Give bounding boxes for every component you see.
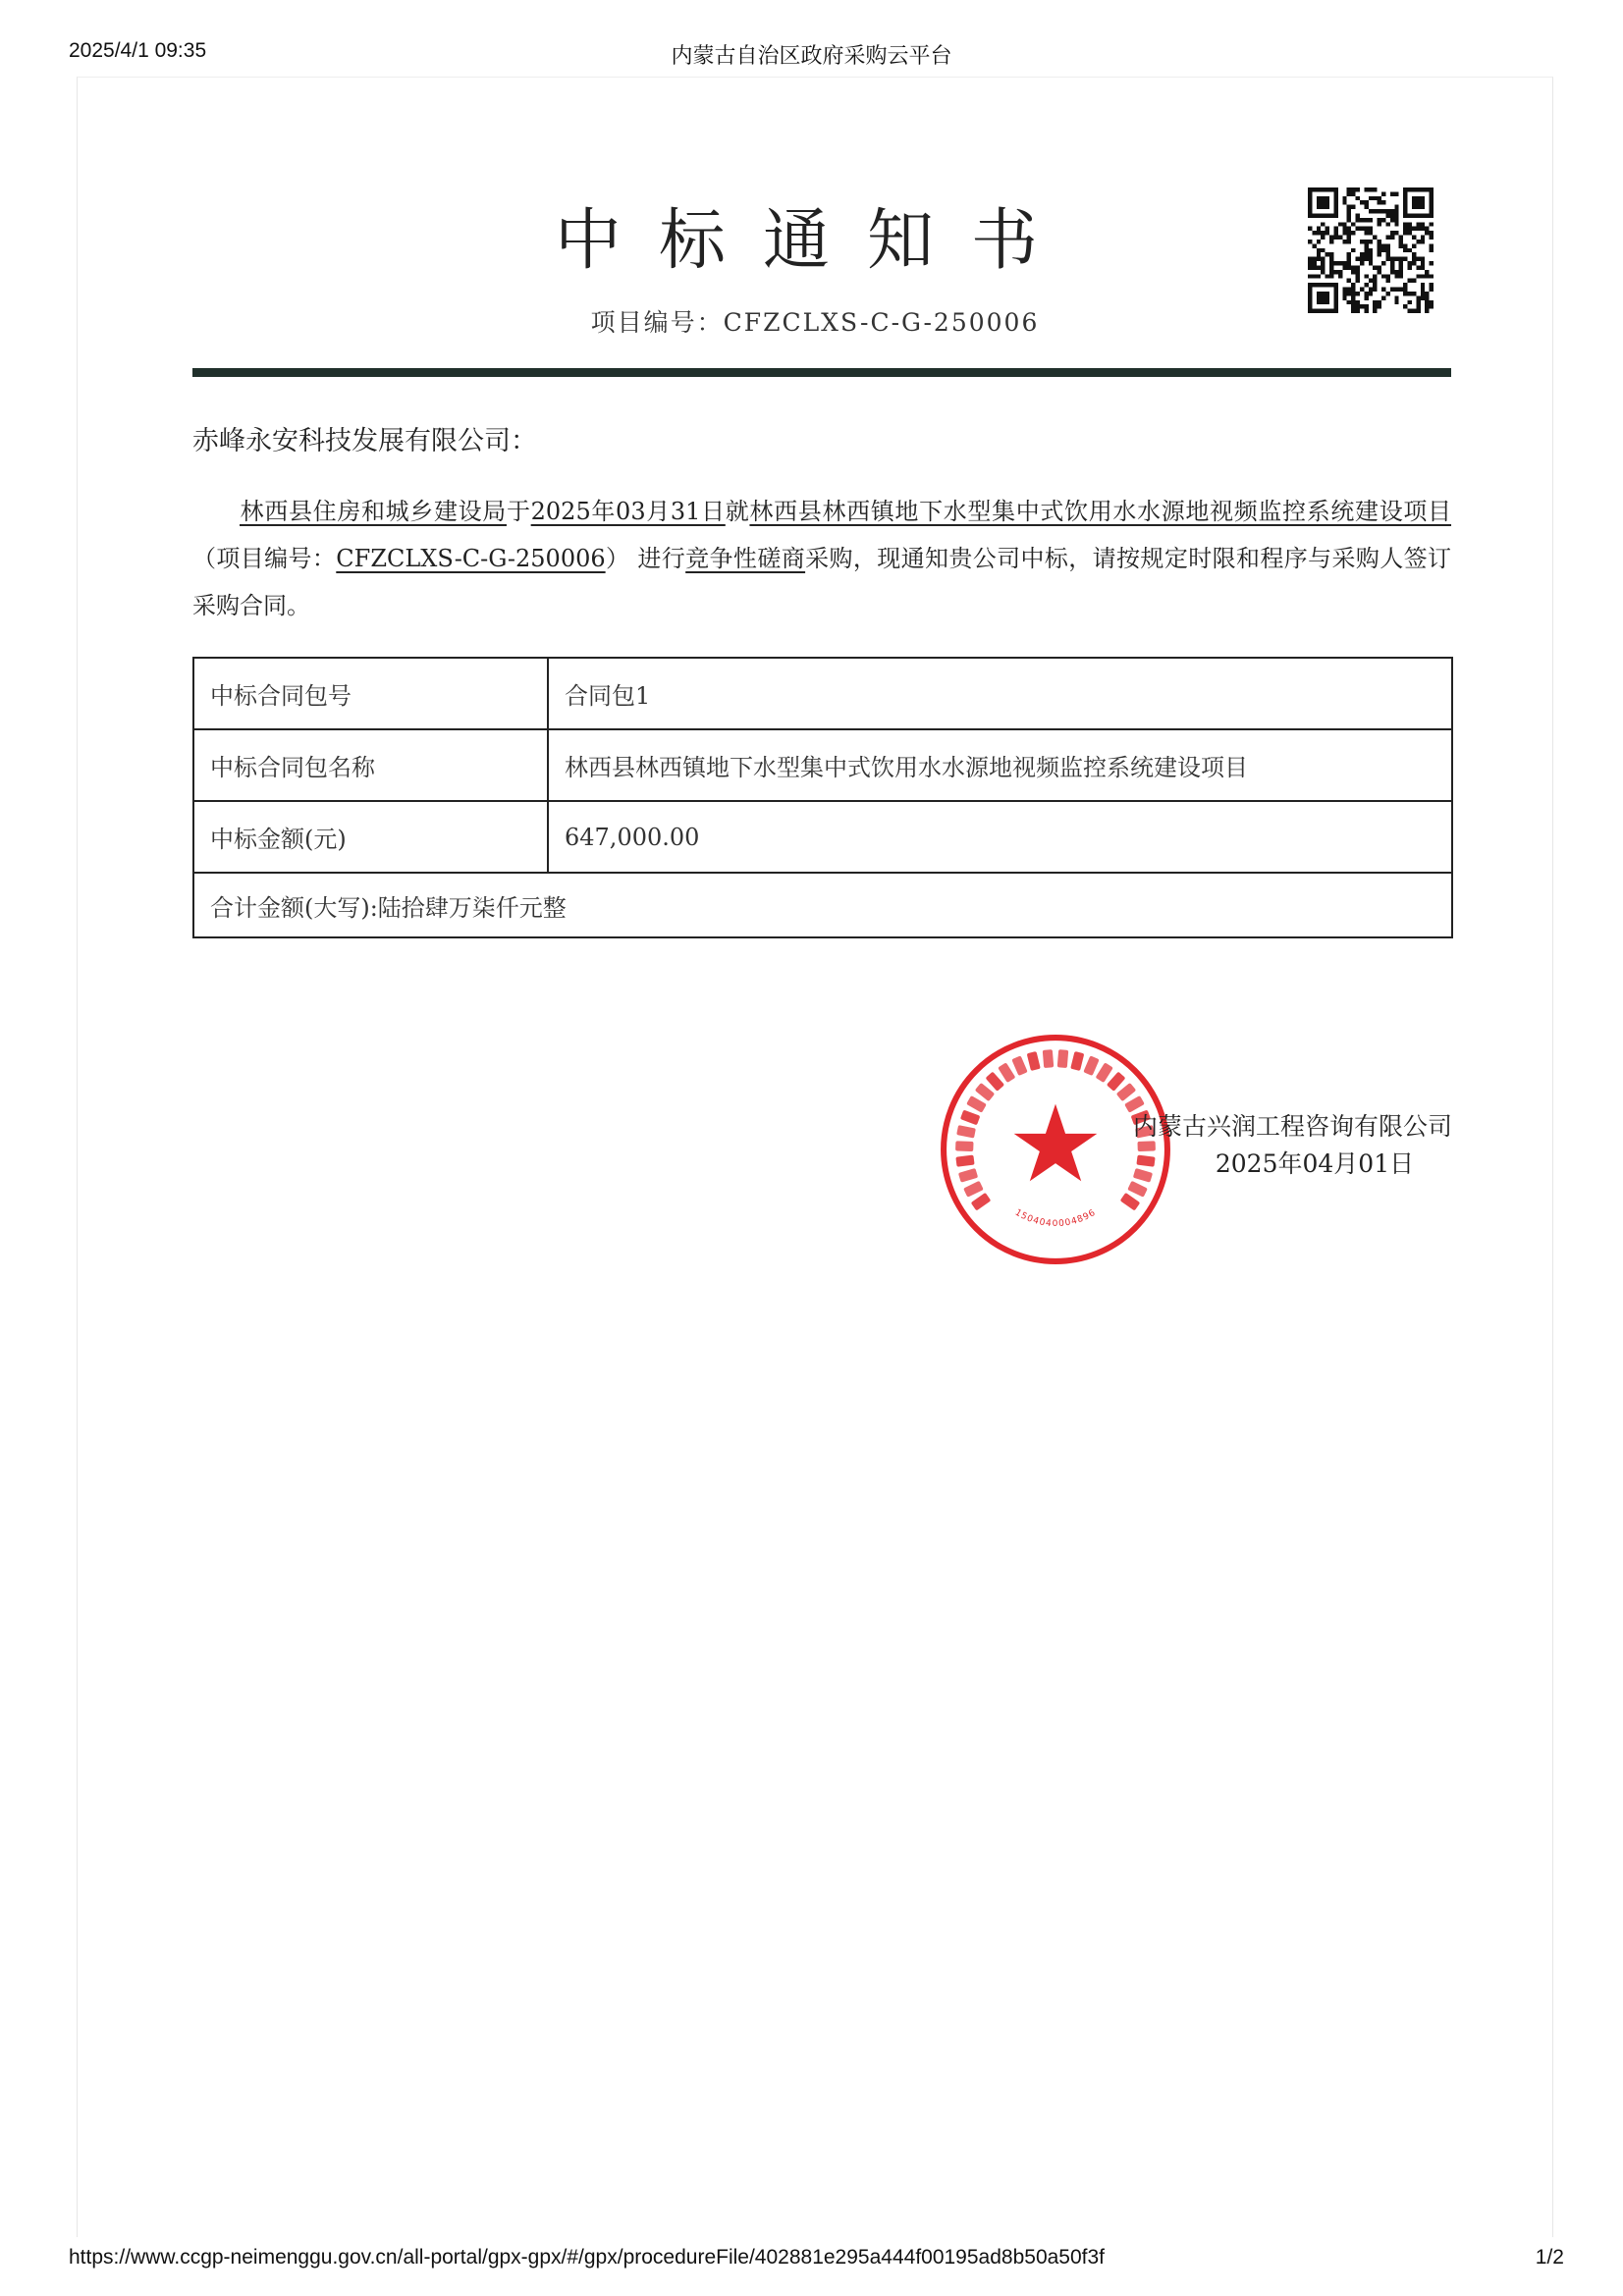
award-table: [192, 657, 1453, 938]
notice-body: [192, 488, 1451, 629]
row-label: 中标合同包名称: [193, 729, 548, 801]
body-text-yu: 于: [506, 498, 531, 525]
signer-date: 2025年04月01日: [1215, 1149, 1415, 1178]
print-header: [0, 39, 1623, 69]
print-url: https://www.ccgp-neimenggu.gov.cn/all-portal/gpx-gpx/#/gpx/procedureFile/402881e295a444f00195ad8b50a50f3f: [69, 2246, 1106, 2269]
header-divider: [192, 368, 1451, 377]
print-datetime: 2025/4/1 09:35: [69, 39, 207, 62]
seal-serial-number: 1504040004896: [1012, 1207, 1099, 1230]
table-row: [193, 658, 1452, 729]
document-page: [77, 77, 1553, 2237]
table-row: [193, 729, 1452, 801]
total-amount-text: 合计金额(大写):陆拾肆万柒仟元整: [193, 873, 1452, 937]
row-value: 647,000.00: [548, 801, 1452, 873]
purchaser-name: 林西县住房和城乡建设局: [240, 498, 507, 525]
table-row: [193, 801, 1452, 873]
procurement-method: 竞争性磋商: [685, 545, 806, 572]
print-footer: [0, 2246, 1623, 2275]
notice-date: 2025年03月31日: [530, 498, 726, 525]
signature-block: [1109, 1108, 1452, 1183]
qr-code-icon: [1308, 187, 1434, 313]
row-value: 林西县林西镇地下水型集中式饮用水水源地视频监控系统建设项目: [548, 729, 1452, 801]
row-label: 中标金额(元): [193, 801, 548, 873]
project-code: CFZCLXS-C-G-250006: [336, 545, 606, 572]
project-name: 林西县林西镇地下水型集中式饮用水水源地视频监控系统建设项目: [749, 498, 1452, 525]
project-number: 项目编号：CFZCLXS-C-G-250006: [590, 308, 1040, 337]
addressee: 赤峰永安科技发展有限公司：: [192, 426, 537, 456]
table-row-total: [193, 873, 1452, 937]
body-text-rest: 采购，现通知贵公司中标，请按规定时限和程序与采购人签订采购合同。: [192, 545, 1452, 619]
body-text-jiu: 就: [725, 498, 750, 525]
print-site-title: 内蒙古自治区政府采购云平台: [671, 43, 952, 68]
row-label: 中标合同包号: [193, 658, 548, 729]
row-value: 合同包1: [548, 658, 1452, 729]
body-text-paren-close: ） 进行: [605, 545, 686, 572]
body-text-paren-open: （项目编号：: [192, 545, 337, 572]
document-title: 中标通知书: [554, 202, 1075, 280]
svg-text:1504040004896: [1013, 1207, 1098, 1229]
signer-company: 内蒙古兴润工程咨询有限公司: [1132, 1112, 1452, 1141]
print-page-indicator: 1/2: [1535, 2246, 1564, 2269]
